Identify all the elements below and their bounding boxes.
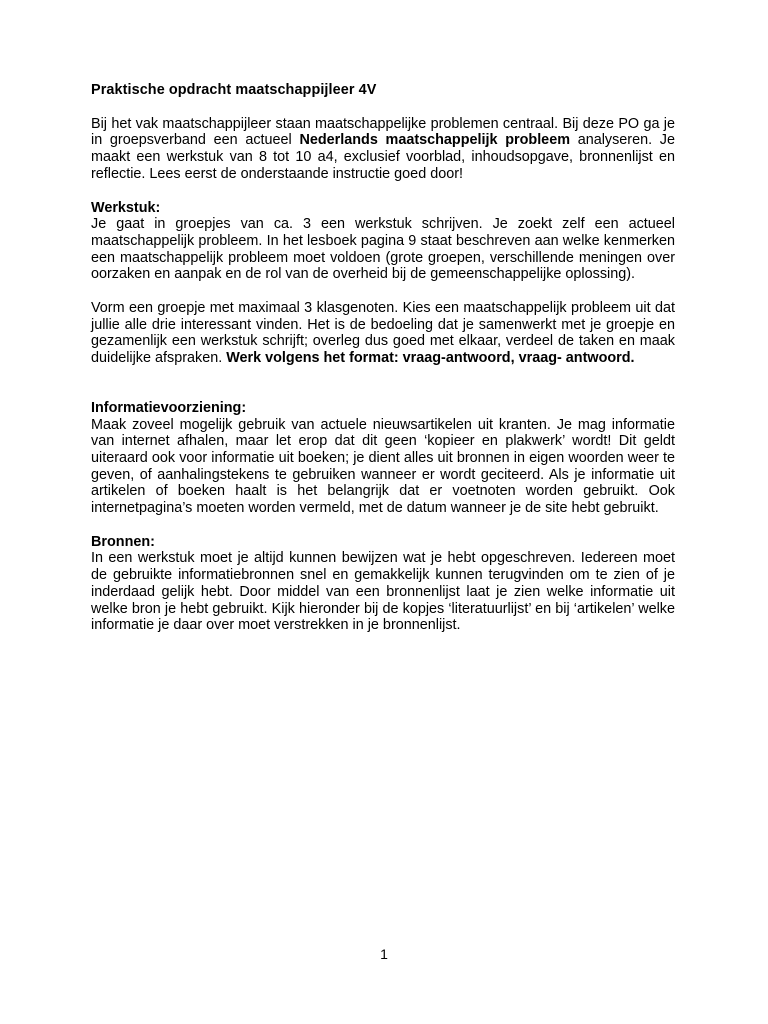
intro-text-after: analyseren. Je maakt een werkstuk van 8 tot 10 a4, exclusief voorblad, inhoudsopgave, bronnenlijst en reflectie. Lees eerst de onderstaande instructie goed door! <box>91 132 676 182</box>
intro-text-before: Bij het vak maatschappijleer staan maatschappelijke problemen centraal. Bij deze PO ga je in groepsverband een actueel <box>91 115 675 149</box>
informatie-heading: Informatievoorziening: <box>91 399 247 416</box>
werkstuk-heading: Werkstuk: <box>91 199 161 216</box>
intro-bold-text: Nederlands maatschappelijk probleem <box>299 132 570 149</box>
informatie-paragraph: Maak zoveel mogelijk gebruik van actuele nieuwsartikelen uit kranten. Je mag informatie van internet afhalen, maar let erop dat dit geen ‘kopieer en plakwerk’ wordt! Dit geldt uiteraard ook voor informatie uit boeken; je dient alles uit bronnen in eigen woorden weer te geven, of aanhalingstekens te gebruiken wanneer er wordt geciteerd. Als je informatie uit artikelen of boeken haalt is het belangrijk dat er voetnoten worden gebruikt. Ook internetpagina’s moeten worden vermeld, met de datum wanneer je de site hebt gebruikt. <box>91 416 675 517</box>
document-page <box>91 82 675 634</box>
bronnen-paragraph: In een werkstuk moet je altijd kunnen bewijzen wat je hebt opgeschreven. Iedereen moet de gebruikte informatiebronnen snel en gemakkelijk kunnen terugvinden om te zien of je inderdaad gelijk hebt. Door middel van een bronnenlijst laat je zien welke informatie uit welke bron je hebt gebruikt. Kijk hieronder bij de kopjes ‘literatuurlijst’ en bij ‘artikelen’ welke informatie je daar over moet verstrekken in je bronnenlijst. <box>91 550 675 634</box>
werkstuk-paragraph-2 <box>91 300 675 367</box>
spacer <box>91 183 675 200</box>
intro-paragraph <box>91 116 675 183</box>
spacer <box>91 283 675 300</box>
spacer <box>91 517 675 534</box>
werkstuk-format-instruction: Werk volgens het format: vraag-antwoord, vraag- antwoord. <box>226 350 635 367</box>
bronnen-heading: Bronnen: <box>91 533 155 550</box>
werkstuk-paragraph-1: Je gaat in groepjes van ca. 3 een werkstuk schrijven. Je zoekt zelf een actueel maatschappelijk probleem. In het lesboek pagina 9 staat beschreven aan welke kenmerken een maatschappelijk probleem moet voldoen (grote groepen, verschillende meningen over oorzaken en aanpak en de rol van de overheid bij de gemeenschappelijke oplossing). <box>91 216 675 283</box>
spacer <box>91 367 675 400</box>
page-number: 1 <box>380 946 388 962</box>
werkstuk-paragraph-2-text: Vorm een groepje met maximaal 3 klasgenoten. Kies een maatschappelijk probleem uit dat jullie alle drie interessant vinden. Het is de bedoeling dat je samenwerkt met je groepje en gezamenlijk een werkstuk schrijft; overleg dus goed met elkaar, verdeel de taken en maak duidelijke afspraken. <box>91 300 675 367</box>
document-title: Praktische opdracht maatschappijleer 4V <box>91 82 377 98</box>
